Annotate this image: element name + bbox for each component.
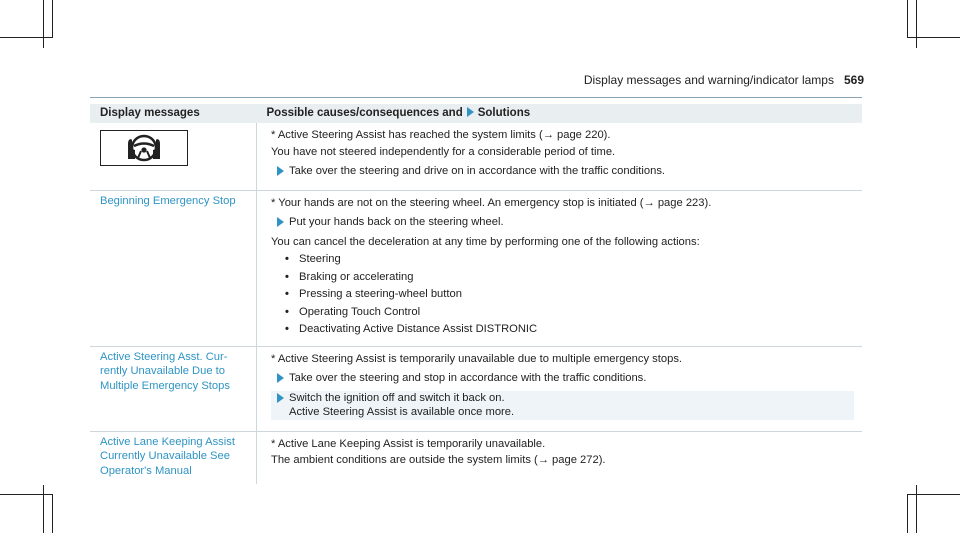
list-item: • Deactivating Active Distance Assist DISTRONIC [281, 322, 854, 337]
solution-step: Take over the steering and stop in accordance with the traffic conditions. [271, 371, 854, 386]
solutions-cell [257, 346, 863, 431]
note-text: The ambient conditions are outside the system limits (→ page 272). [271, 454, 606, 466]
table-header-row [90, 104, 862, 123]
arrow-right-icon [277, 393, 284, 403]
solution-step: Switch the ignition off and switch it back on. Active Steering Assist is available once more. [271, 391, 854, 420]
solution-step: Put your hands back on the steering wheel. [271, 215, 854, 230]
crop-mark [52, 494, 53, 533]
table-row [90, 346, 862, 431]
crop-mark [0, 37, 52, 38]
list-item: • Pressing a steering-wheel button [281, 287, 854, 302]
crop-mark [916, 485, 917, 533]
col-header-solutions: Possible causes/consequences and Solutions [257, 104, 863, 123]
crop-mark [43, 485, 44, 533]
solution-step: Take over the steering and drive on in accordance with the traffic conditions. [271, 164, 854, 179]
crop-mark [916, 0, 917, 48]
col-header-messages: Display messages [90, 104, 257, 123]
crop-mark [52, 0, 53, 38]
solutions-cell [257, 190, 863, 346]
cause-text: * Your hands are not on the steering wheel. An emergency stop is initiated (→ page 223). [271, 196, 712, 209]
cause-text: * Active Steering Assist is temporarily unavailable due to multiple emergency stops. [271, 352, 683, 365]
crop-mark [907, 494, 960, 495]
crop-mark [907, 494, 908, 533]
page-number: 569 [843, 73, 864, 87]
crop-mark [907, 37, 960, 38]
cause-text: * Active Steering Assist has reached the system limits (→ page 220). [271, 129, 611, 141]
list-item: • Steering [281, 252, 854, 267]
solutions-cell [257, 123, 863, 190]
arrow-right-icon [277, 373, 284, 383]
cause-text: * Active Lane Keeping Assist is temporarily unavailable. [271, 437, 546, 450]
solutions-cell [257, 431, 863, 484]
steering-assist-hands-icon [100, 130, 188, 166]
list-item: • Operating Touch Control [281, 305, 854, 320]
message-cell: Active Steering Asst. Cur- rently Unavailable Due to Multiple Emergency Stops [90, 346, 257, 431]
crop-mark [43, 0, 44, 48]
header-title: Display messages and warning/indicator lamps [583, 73, 834, 87]
crop-mark [907, 0, 908, 38]
display-messages-table [90, 104, 862, 484]
cause-text: You have not steered independently for a considerable period of time. [271, 145, 616, 158]
arrow-right-icon [277, 217, 284, 227]
running-header [584, 73, 864, 87]
list-item: • Braking or accelerating [281, 270, 854, 285]
message-cell [90, 123, 257, 190]
message-cell: Active Lane Keeping Assist Currently Unavailable See Operator's Manual [100, 435, 235, 477]
message-cell: Beginning Emergency Stop [90, 190, 257, 346]
note-text: You can cancel the deceleration at any time by performing one of the following actions: [271, 235, 700, 248]
crop-mark [0, 494, 52, 495]
header-rule [90, 97, 862, 98]
arrow-right-icon [467, 107, 474, 117]
table-row [90, 123, 862, 190]
arrow-right-icon [277, 166, 284, 176]
table-row [90, 190, 862, 346]
table-row [90, 431, 862, 484]
